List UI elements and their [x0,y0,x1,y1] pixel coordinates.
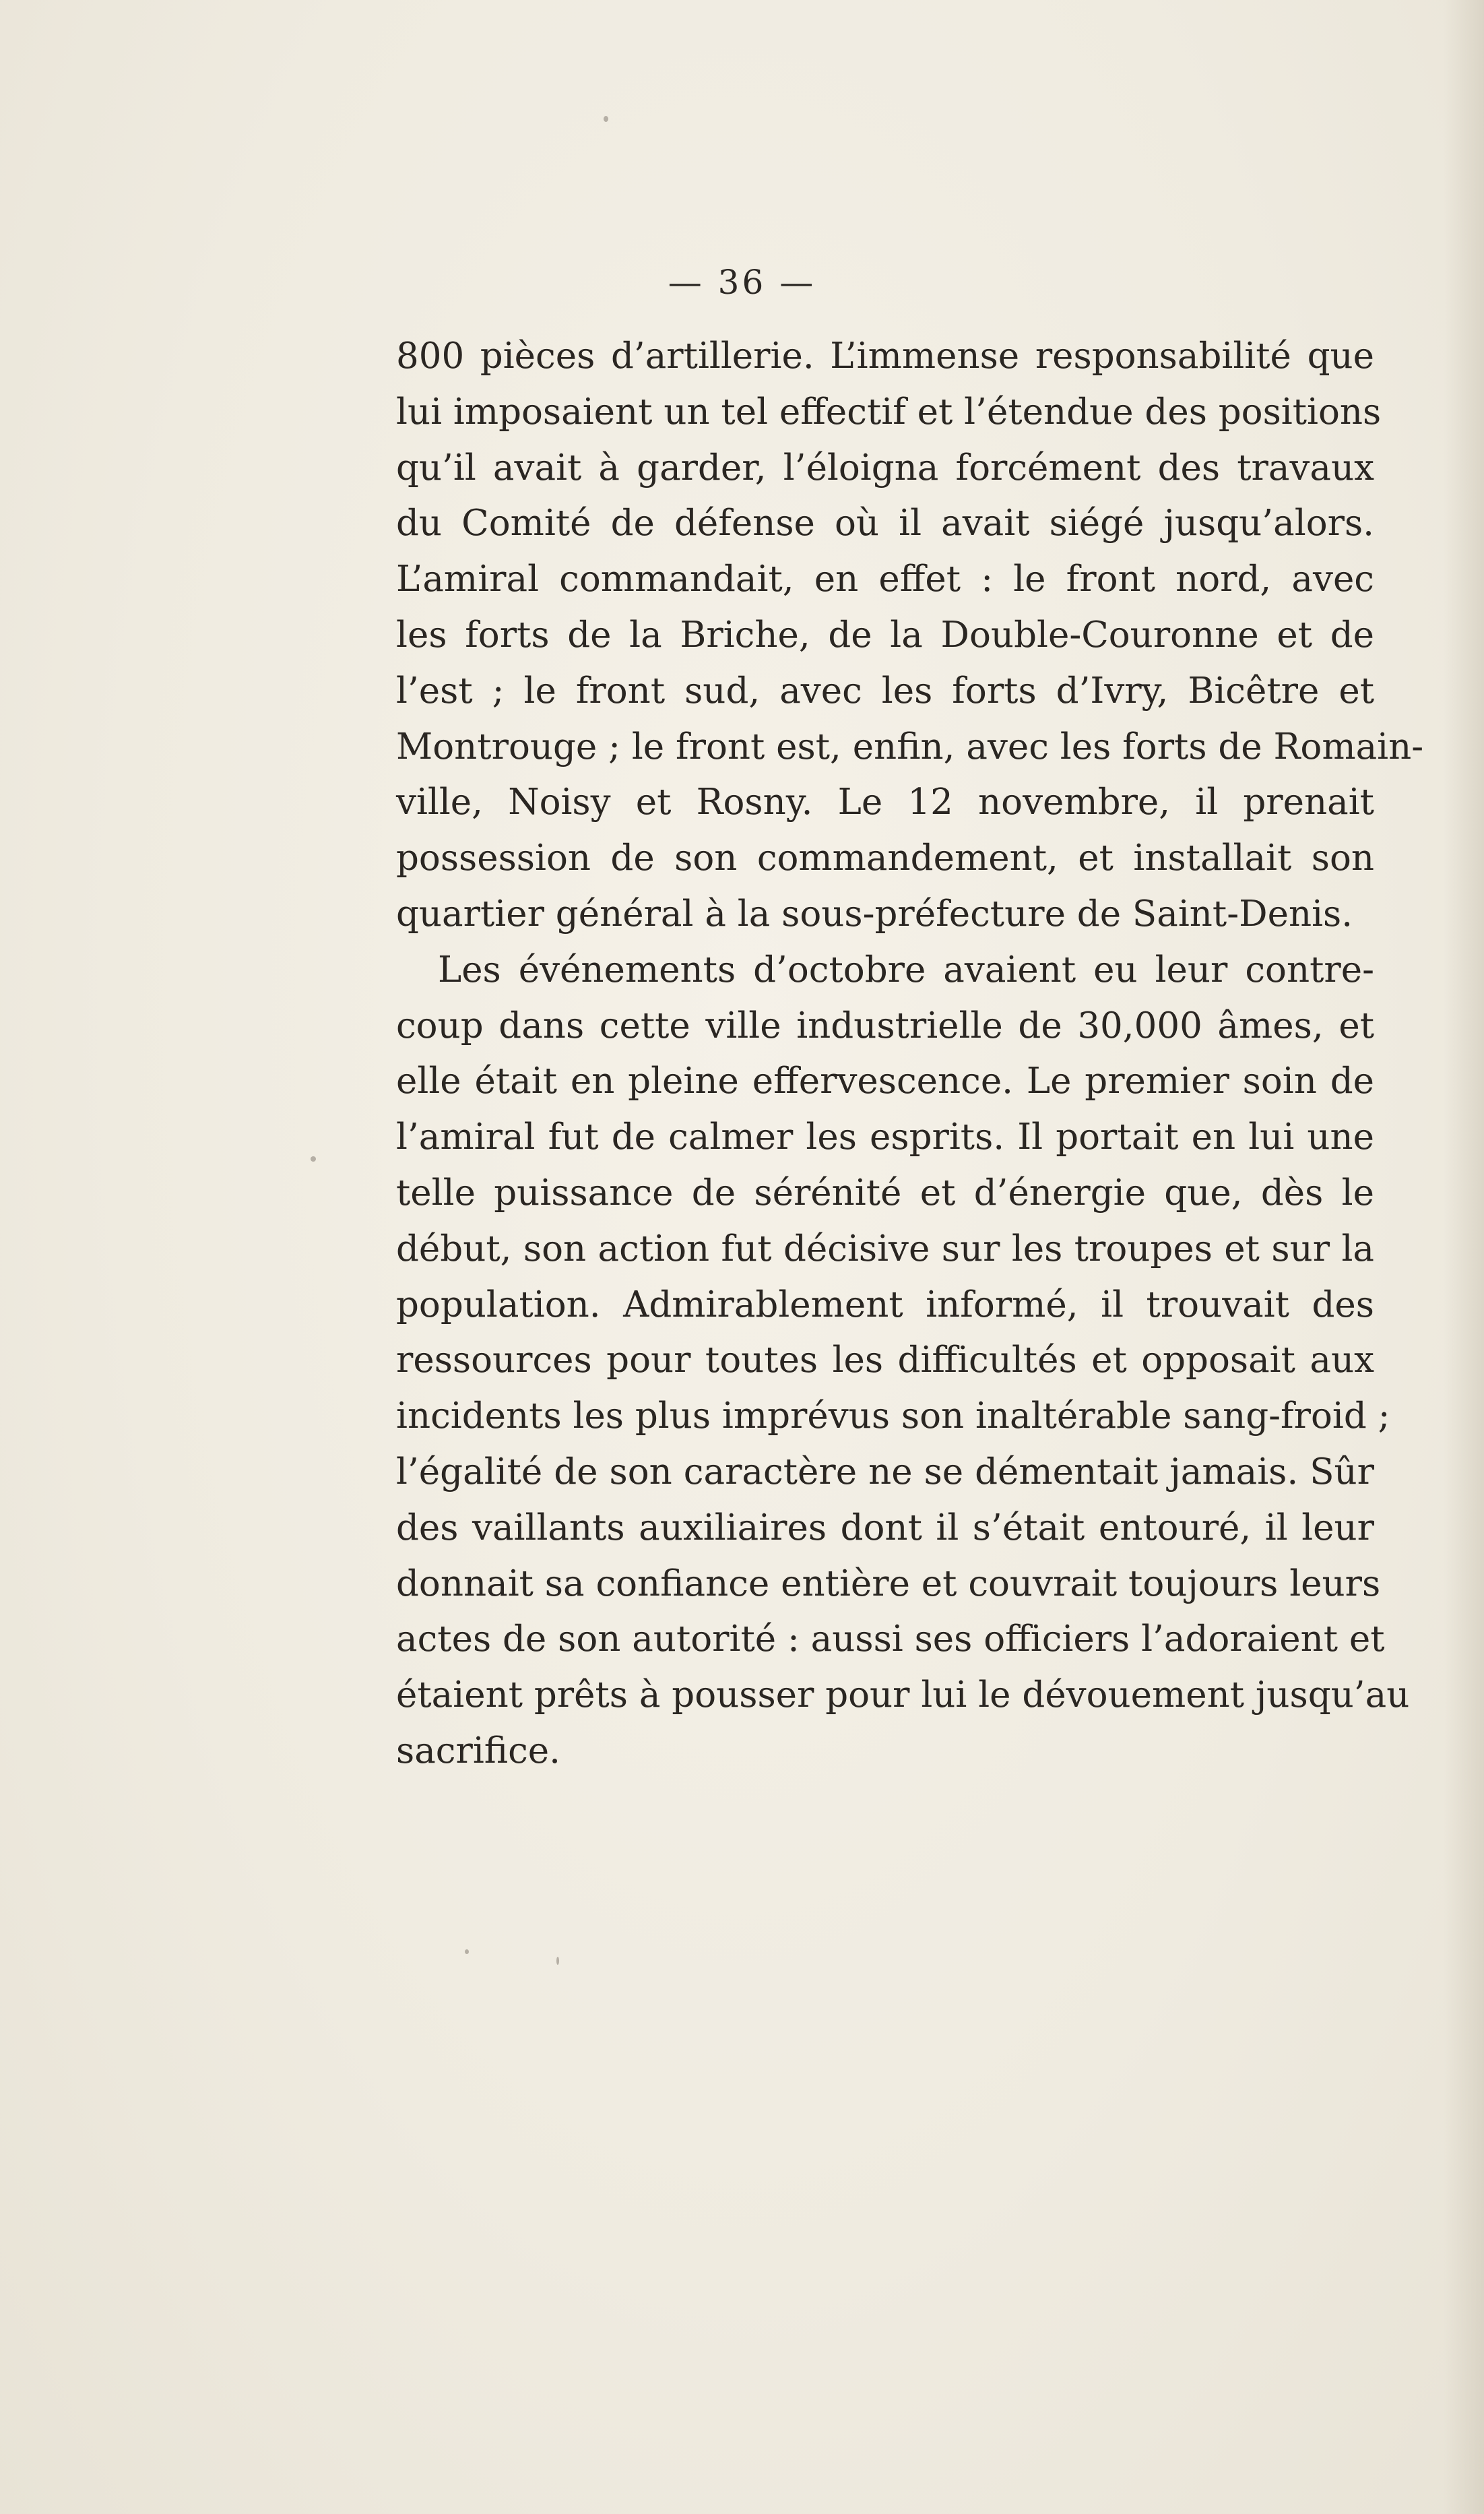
text-line: elle était en pleine effervescence. Le premier soin de [396,1061,1374,1102]
paper-speck [465,1949,469,1954]
text-line: sacrifice. [396,1730,561,1771]
body-text [396,329,1424,1780]
paper-speck [604,116,608,122]
text-line: telle puissance de sérénité et d’énergie que, dès le [396,1172,1374,1214]
text-line: incidents les plus imprévus son inaltérable sang-froid ; [396,1395,1390,1437]
paper-speck [556,1957,559,1965]
paragraph-1 [396,329,1424,943]
text-line: ressources pour toutes les difficultés et opposait aux [396,1340,1374,1381]
page-edge-shadow [1444,0,1484,2514]
text-line: l’égalité de son caractère ne se démentait jamais. Sûr [396,1451,1374,1492]
paper-speck [311,1156,316,1162]
text-line: lui imposaient un tel effectif et l’étendue des positions [396,391,1382,433]
text-line: du Comité de défense où il avait siégé jusqu’alors. [396,503,1374,544]
text-line: des vaillants auxiliaires dont il s’était entouré, il leur [396,1507,1374,1548]
text-line: Les événements d’octobre avaient eu leur contre- [438,949,1374,991]
text-line: ville, Noisy et Rosny. Le 12 novembre, il prenait [396,782,1374,823]
page-number: — 36 — [668,263,816,302]
text-line: l’est ; le front sud, avec les forts d’Ivry, Bicêtre et [396,670,1374,712]
text-line: l’amiral fut de calmer les esprits. Il portait en lui une [396,1117,1374,1158]
text-line: donnait sa confiance entière et couvrait toujours leurs [396,1563,1381,1604]
text-line: qu’il avait à garder, l’éloigna forcément des travaux [396,447,1374,489]
text-line: étaient prêts à pousser pour lui le dévouement jusqu’au [396,1674,1410,1716]
text-line: possession de son commandement, et installait son [396,838,1374,879]
text-line: quartier général à la sous-préfecture de Saint-Denis. [396,893,1353,935]
text-line: début, son action fut décisive sur les troupes et sur la [396,1228,1374,1269]
text-line: les forts de la Briche, de la Double-Couronne et de [396,614,1374,656]
text-line: Montrouge ; le front est, enfin, avec les forts de Romain- [396,726,1424,767]
text-line: L’amiral commandait, en effet : le front nord, avec [396,559,1374,600]
text-line: 800 pièces d’artillerie. L’immense responsabilité que [396,336,1374,377]
text-line: population. Admirablement informé, il trouvait des [396,1284,1374,1325]
text-line: actes de son autorité : aussi ses officiers l’adoraient et [396,1619,1385,1660]
text-line: coup dans cette ville industrielle de 30,000 âmes, et [396,1005,1374,1046]
paragraph-2 [396,943,1410,1780]
